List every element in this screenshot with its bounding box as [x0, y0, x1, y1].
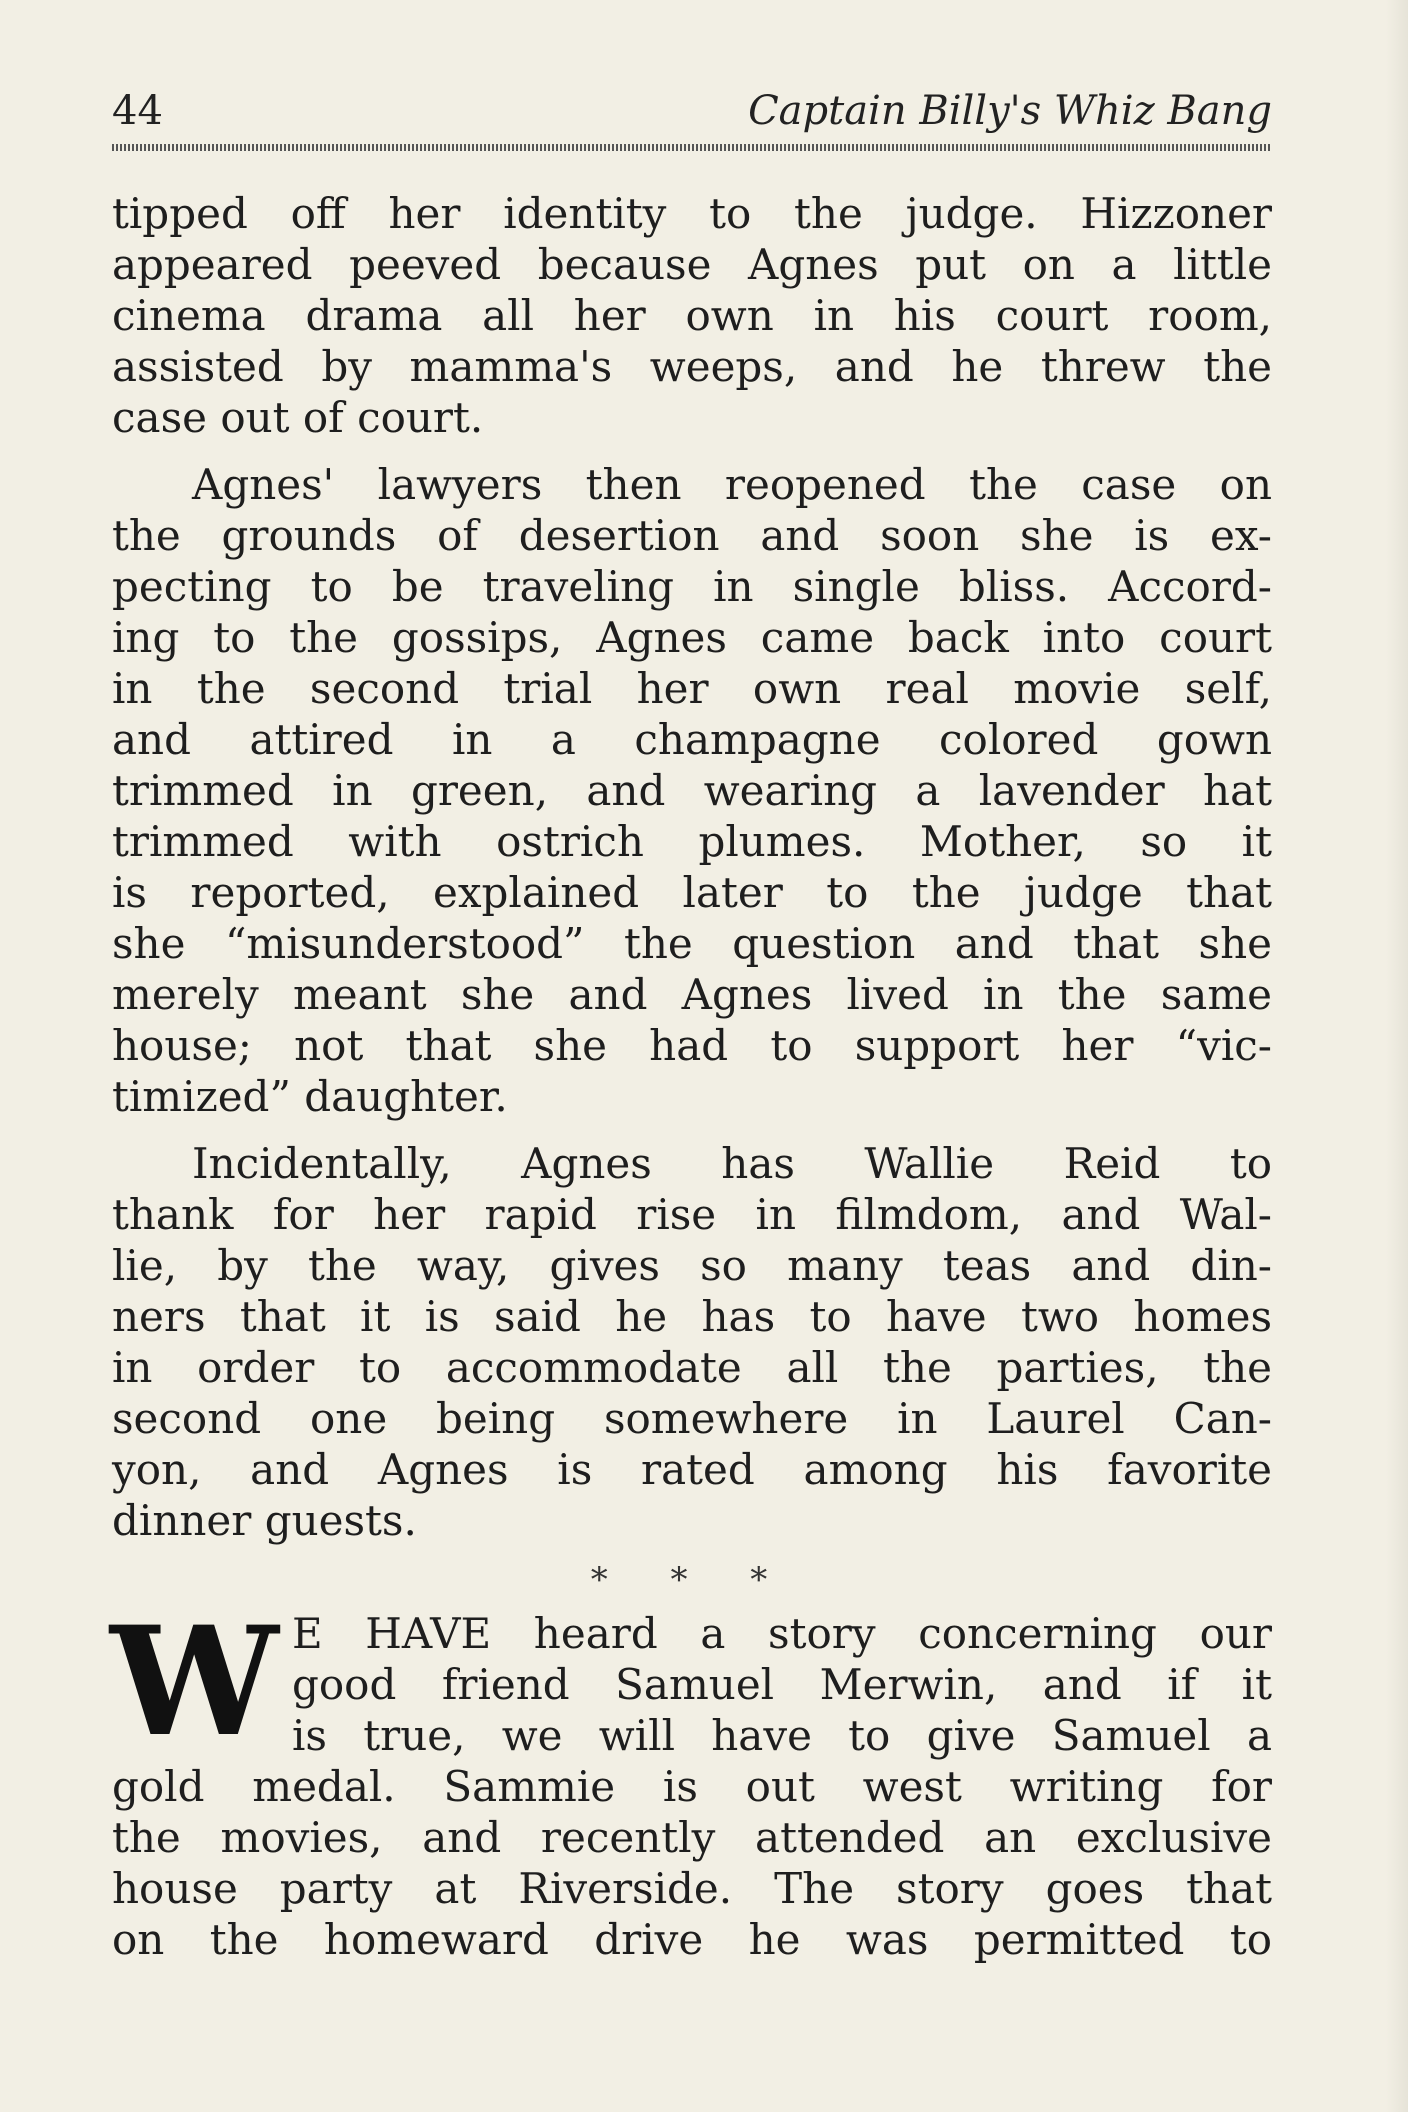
text-line: good friend Samuel Merwin, and if it [292, 1660, 1272, 1709]
text-line: Agnes' lawyers then reopened the case on [192, 460, 1272, 509]
text-line: ners that it is said he has to have two homes [112, 1292, 1272, 1341]
article-body [112, 188, 1272, 1562]
text-line: on the homeward drive he was permitted to [112, 1915, 1272, 1964]
text-line: in order to accommodate all the parties, the [112, 1343, 1272, 1392]
text-line: E HAVE heard a story concerning our [292, 1609, 1272, 1658]
text-line: trimmed in green, and wearing a lavender hat [112, 766, 1272, 815]
text-line: dinner guests. [112, 1496, 417, 1545]
text-line: the grounds of desertion and soon she is ex- [112, 511, 1272, 560]
text-line: gold medal. Sammie is out west writing for [112, 1762, 1272, 1811]
text-line: merely meant she and Agnes lived in the same [112, 970, 1272, 1019]
text-line: trimmed with ostrich plumes. Mother, so it [112, 817, 1272, 866]
new-section [110, 1594, 1272, 1965]
text-line: cinema drama all her own in his court room, [112, 291, 1272, 340]
text-line: is reported, explained later to the judge that [112, 868, 1272, 917]
text-line: is true, we will have to give Samuel a [292, 1711, 1272, 1760]
section-separator: * * * [590, 1560, 794, 1600]
page-header [112, 88, 1272, 138]
text-line: house; not that she had to support her “vic- [112, 1021, 1272, 1070]
page-number: 44 [112, 88, 163, 134]
text-line: Incidentally, Agnes has Wallie Reid to [192, 1139, 1272, 1188]
page-edge [1386, 0, 1408, 2112]
paragraph-3 [112, 1138, 1272, 1546]
header-rule [112, 144, 1272, 151]
section-text [110, 1594, 1272, 1965]
text-line: tipped off her identity to the judge. Hizzoner [112, 189, 1272, 238]
running-title: Captain Billy's Whiz Bang [748, 88, 1272, 134]
text-line: she “misunderstood” the question and that she [112, 919, 1272, 968]
text-line: second one being somewhere in Laurel Can- [112, 1394, 1272, 1443]
text-line: ing to the gossips, Agnes came back into court [112, 613, 1272, 662]
text-line: lie, by the way, gives so many teas and din- [112, 1241, 1272, 1290]
text-line: yon, and Agnes is rated among his favorite [112, 1445, 1272, 1494]
text-line: in the second trial her own real movie self, [112, 664, 1272, 713]
text-line: the movies, and recently attended an exclusive [112, 1813, 1272, 1862]
drop-cap: W [110, 1594, 279, 1770]
paragraph-1 [112, 188, 1272, 443]
text-line: pecting to be traveling in single bliss. Accord- [112, 562, 1272, 611]
text-line: case out of court. [112, 393, 484, 442]
text-line: thank for her rapid rise in filmdom, and Wal- [112, 1190, 1272, 1239]
text-line: house party at Riverside. The story goes that [112, 1864, 1272, 1913]
text-line: and attired in a champagne colored gown [112, 715, 1272, 764]
text-line: timized” daughter. [112, 1072, 508, 1121]
paragraph-2 [112, 459, 1272, 1122]
text-line: assisted by mamma's weeps, and he threw the [112, 342, 1272, 391]
text-line: appeared peeved because Agnes put on a little [112, 240, 1272, 289]
